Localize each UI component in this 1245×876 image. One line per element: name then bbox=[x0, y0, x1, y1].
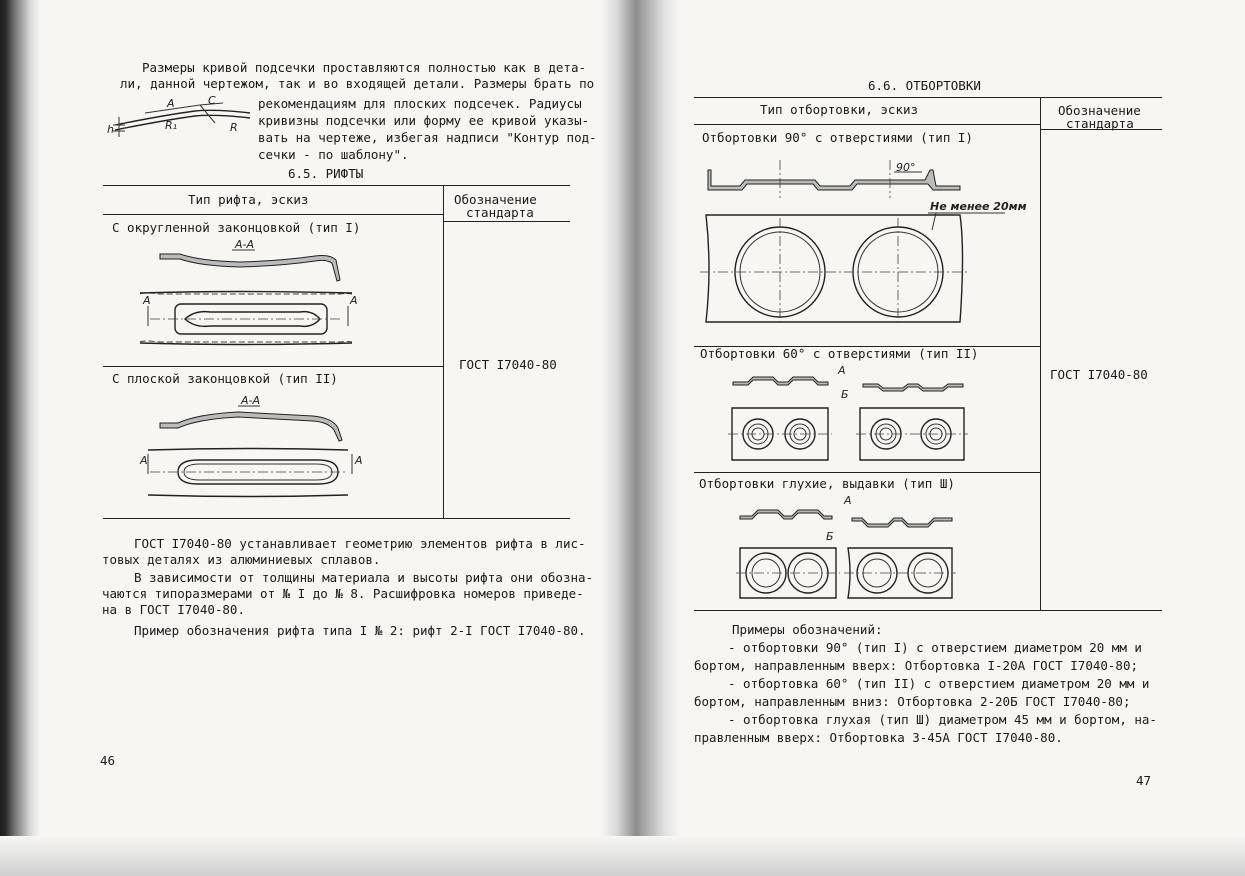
rift-type1-sketch bbox=[140, 238, 365, 353]
flange3-mark-b: Б bbox=[826, 530, 834, 543]
flange-table-column-divider bbox=[1040, 97, 1041, 610]
example-line-4: - отбортовка 60° (тип II) с отверстием диаметром 20 мм и bbox=[728, 676, 1150, 691]
flanges-col2-header-line1: Обозначение bbox=[1058, 103, 1141, 118]
curve-label-r1: R₁ bbox=[165, 119, 178, 132]
flange-table-rule-top bbox=[694, 97, 1162, 98]
table-rule-row-divider bbox=[103, 366, 443, 367]
rift1-section-label: А-А bbox=[235, 238, 255, 251]
intro-line-2: ли, данной чертежом, так и во входящей детали. Размеры брать по bbox=[120, 76, 595, 91]
rift-paragraph-line-5: на в ГОСТ I7040-80. bbox=[102, 602, 245, 617]
rifts-col2-header-line2: стандарта bbox=[466, 205, 534, 220]
example-line-7: правленным вверх: Отбортовка 3-45А ГОСТ I7040-80. bbox=[694, 730, 1063, 745]
bottom-page-edge bbox=[0, 836, 1245, 876]
rift-paragraph-line-3: В зависимости от толщины материала и высоты рифта они обозна- bbox=[134, 570, 594, 585]
flange-table-rule-row2 bbox=[694, 472, 1040, 473]
section-title-rifts: 6.5. РИФТЫ bbox=[288, 166, 364, 181]
flange-table-rule-bottom bbox=[694, 610, 1162, 611]
flanges-standard: ГОСТ I7040-80 bbox=[1050, 367, 1148, 382]
curved-joggle-sketch bbox=[105, 95, 255, 145]
flanges-col1-header: Тип отбортовки, эскиз bbox=[760, 102, 919, 117]
flange-table-rule-header-left bbox=[694, 124, 1040, 125]
rift-type2-sketch bbox=[138, 390, 363, 505]
flange3-mark-a: А bbox=[844, 494, 852, 507]
left-page-number: 46 bbox=[100, 753, 116, 768]
rift-type2-label: С плоской законцовкой (тип II) bbox=[112, 371, 338, 386]
example-line-5: бортом, направленным вниз: Отбортовка 2-20Б ГОСТ I7040-80; bbox=[694, 694, 1131, 709]
curve-label-r: R bbox=[230, 121, 238, 134]
flange-type2-label: Отбортовки 60° с отверстиями (тип II) bbox=[700, 346, 979, 361]
flange-type1-label: Отбортовки 90° с отверстиями (тип I) bbox=[702, 130, 973, 145]
flange-type3-sketch bbox=[732, 490, 972, 600]
intro-line-6: сечки - по шаблону". bbox=[258, 147, 409, 162]
intro-line-1: Размеры кривой подсечки проставляются полностью как в дета- bbox=[142, 60, 587, 75]
table-column-divider bbox=[443, 185, 444, 518]
example-line-1: Примеры обозначений: bbox=[732, 622, 883, 637]
curve-label-a: A bbox=[167, 97, 175, 110]
rifts-col2-header-line1: Обозначение bbox=[454, 192, 537, 207]
table-rule-header-right bbox=[443, 221, 570, 222]
rift-paragraph-line-4: чаются типоразмерами от № I до № 8. Расшифровка номеров приведе- bbox=[102, 586, 584, 601]
flange2-mark-b: Б bbox=[841, 388, 849, 401]
flange-type3-label: Отбортовки глухие, выдавки (тип Ш) bbox=[699, 476, 955, 491]
intro-line-5: вать на чертеже, избегая надписи "Контур под- bbox=[258, 130, 597, 145]
flanges-col2-header-line2: стандарта bbox=[1066, 116, 1134, 131]
rifts-standard: ГОСТ I7040-80 bbox=[459, 357, 557, 372]
rift2-cut-mark-right: А bbox=[355, 454, 363, 467]
rift-paragraph-line-2: товых деталях из алюминиевых сплавов. bbox=[102, 552, 381, 567]
table-rule-header-left bbox=[103, 214, 443, 215]
left-binding-edge bbox=[0, 0, 40, 876]
curve-label-c: C bbox=[208, 94, 216, 107]
rift1-cut-mark-left: А bbox=[143, 294, 151, 307]
rift2-section-label: А-А bbox=[241, 394, 261, 407]
example-line-3: бортом, направленным вверх: Отбортовка I-20А ГОСТ I7040-80; bbox=[694, 658, 1139, 673]
intro-line-3: рекомендациям для плоских подсечек. Радиусы bbox=[258, 96, 582, 111]
rift-paragraph-line-6: Пример обозначения рифта типа I № 2: рифт 2-I ГОСТ I7040-80. bbox=[134, 623, 586, 638]
flange2-mark-a: А bbox=[838, 364, 846, 377]
rift1-cut-mark-right: А bbox=[350, 294, 358, 307]
flange1-angle-label: 90° bbox=[896, 161, 916, 174]
rift2-cut-mark-left: А bbox=[140, 454, 148, 467]
section-title-flanges: 6.6. ОТБОРТОВКИ bbox=[868, 78, 981, 93]
center-gutter bbox=[600, 0, 680, 876]
flange1-min-width-note: Не менее 20мм bbox=[930, 200, 1027, 213]
intro-line-4: кривизны подсечки или форму ее кривой указы- bbox=[258, 113, 590, 128]
example-line-2: - отбортовки 90° (тип I) с отверстием диаметром 20 мм и bbox=[728, 640, 1142, 655]
right-page-number: 47 bbox=[1136, 773, 1152, 788]
curve-label-h: h bbox=[107, 123, 114, 136]
table-rule-bottom bbox=[103, 518, 570, 519]
rift-paragraph-line-1: ГОСТ I7040-80 устанавливает геометрию элементов рифта в лис- bbox=[134, 536, 586, 551]
rift-type1-label: С округленной законцовкой (тип I) bbox=[112, 220, 361, 235]
table-rule-top bbox=[103, 185, 570, 186]
flange-type1-sketch bbox=[700, 150, 1027, 330]
flange-type2-sketch bbox=[728, 360, 978, 470]
rifts-col1-header: Тип рифта, эскиз bbox=[188, 192, 309, 207]
example-line-6: - отбортовка глухая (тип Ш) диаметром 45 мм и бортом, на- bbox=[728, 712, 1157, 727]
